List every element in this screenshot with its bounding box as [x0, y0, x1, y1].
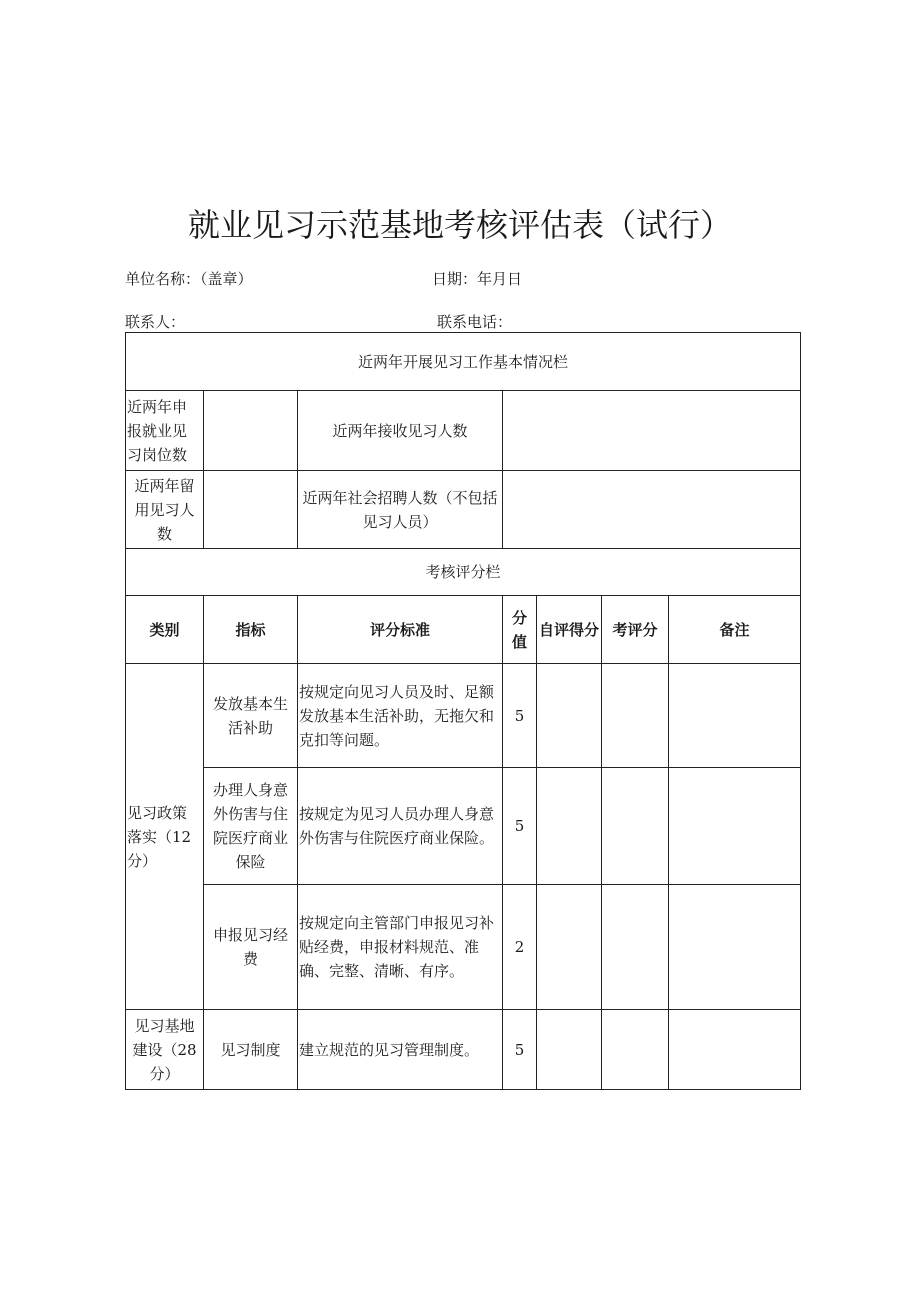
- scoring-section-title: 考核评分栏: [126, 549, 801, 596]
- table-row: [126, 768, 801, 885]
- received-interns-value[interactable]: [503, 391, 801, 471]
- header-assess-score: 考评分: [602, 596, 669, 664]
- table-row: [126, 1010, 801, 1090]
- declared-posts-label: 近两年申报就业见习岗位数: [126, 391, 204, 471]
- retained-interns-label: 近两年留用见习人数: [126, 471, 204, 549]
- declared-posts-value[interactable]: [204, 391, 298, 471]
- points-cell: 5: [503, 1010, 537, 1090]
- category-base: 见习基地建设（28分）: [126, 1010, 204, 1090]
- basic-row-2: [126, 471, 801, 549]
- date-label: 日期：年月日: [432, 270, 523, 288]
- self-score-cell[interactable]: [537, 1010, 602, 1090]
- basic-row-1: [126, 391, 801, 471]
- header-indicator: 指标: [204, 596, 298, 664]
- criteria-cell: 按规定向见习人员及时、足额发放基本生活补助，无拖欠和克扣等问题。: [298, 664, 503, 768]
- retained-interns-value[interactable]: [204, 471, 298, 549]
- points-cell: 5: [503, 664, 537, 768]
- points-cell: 2: [503, 885, 537, 1010]
- assess-score-cell[interactable]: [602, 1010, 669, 1090]
- basic-section-title: 近两年开展见习工作基本情况栏: [126, 333, 801, 391]
- indicator-cell: 申报见习经费: [204, 885, 298, 1010]
- remark-cell[interactable]: [669, 885, 801, 1010]
- header-category: 类别: [126, 596, 204, 664]
- indicator-cell: 办理人身意外伤害与住院医疗商业保险: [204, 768, 298, 885]
- assess-score-cell[interactable]: [602, 885, 669, 1010]
- basic-section-row: [126, 333, 801, 391]
- header-row: [126, 596, 801, 664]
- table-row: [126, 664, 801, 768]
- recruited-value[interactable]: [503, 471, 801, 549]
- header-criteria: 评分标准: [298, 596, 503, 664]
- page-title: 就业见习示范基地考核评估表（试行）: [187, 206, 732, 244]
- self-score-cell[interactable]: [537, 885, 602, 1010]
- assess-score-cell[interactable]: [602, 664, 669, 768]
- phone-label: 联系电话：: [437, 313, 513, 331]
- category-policy: 见习政策落实（12分）: [126, 664, 204, 1010]
- criteria-cell: 按规定向主管部门申报见习补贴经费，申报材料规范、准确、完整、清晰、有序。: [298, 885, 503, 1010]
- points-cell: 5: [503, 768, 537, 885]
- criteria-cell: 建立规范的见习管理制度。: [298, 1010, 503, 1090]
- scoring-section-row: [126, 549, 801, 596]
- received-interns-label: 近两年接收见习人数: [298, 391, 503, 471]
- table-row: [126, 885, 801, 1010]
- indicator-cell: 见习制度: [204, 1010, 298, 1090]
- remark-cell[interactable]: [669, 768, 801, 885]
- remark-cell[interactable]: [669, 664, 801, 768]
- header-self-score: 自评得分: [537, 596, 602, 664]
- indicator-cell: 发放基本生活补助: [204, 664, 298, 768]
- header-remark: 备注: [669, 596, 801, 664]
- self-score-cell[interactable]: [537, 664, 602, 768]
- header-points: 分值: [503, 596, 537, 664]
- remark-cell[interactable]: [669, 1010, 801, 1090]
- contact-label: 联系人：: [125, 313, 186, 331]
- unit-name-label: 单位名称：（盖章）: [125, 270, 253, 288]
- criteria-cell: 按规定为见习人员办理人身意外伤害与住院医疗商业保险。: [298, 768, 503, 885]
- recruited-label: 近两年社会招聘人数（不包括见习人员）: [298, 471, 503, 549]
- assess-score-cell[interactable]: [602, 768, 669, 885]
- self-score-cell[interactable]: [537, 768, 602, 885]
- assessment-table: [125, 332, 801, 1090]
